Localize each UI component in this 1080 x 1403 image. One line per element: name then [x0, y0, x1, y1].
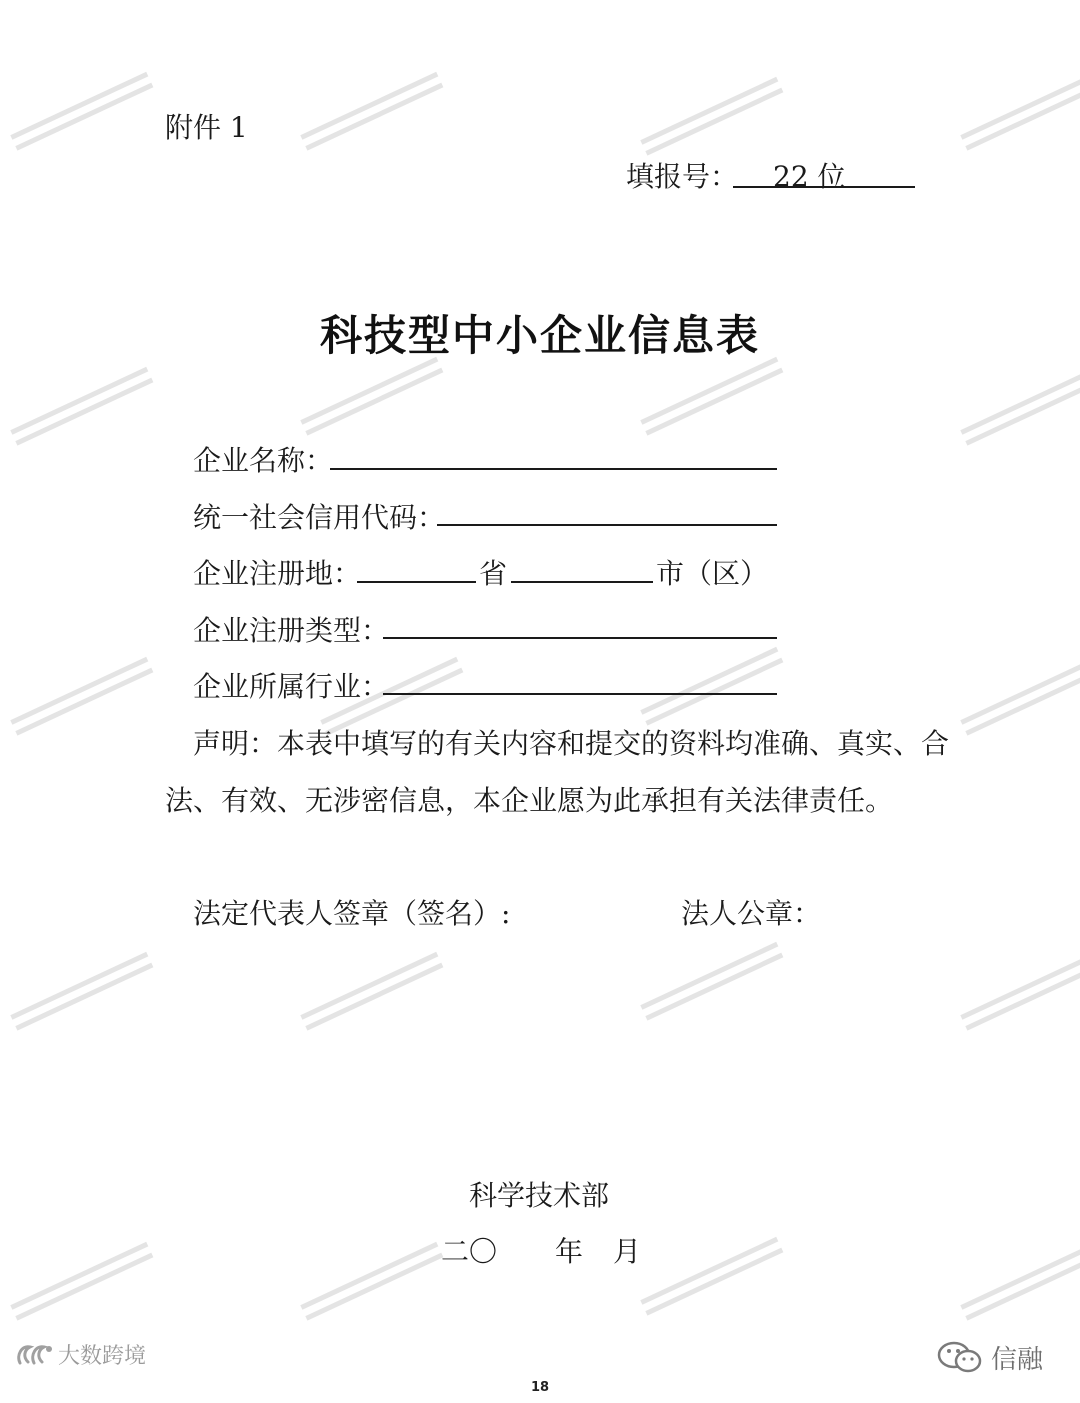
- date-month: 月: [613, 1235, 642, 1268]
- registration-place-label: 企业注册地：: [193, 557, 362, 590]
- company-name-field[interactable]: [330, 468, 777, 470]
- left-watermark: [14, 1339, 146, 1370]
- company-seal-label: 法人公章：: [681, 897, 822, 930]
- attachment-label: 附件 1: [165, 111, 248, 144]
- watermark-stamp: [7, 1235, 162, 1340]
- credit-code-field[interactable]: [437, 524, 777, 526]
- credit-code-label: 统一社会信用代码：: [193, 501, 446, 534]
- watermark-stamp: [7, 360, 162, 465]
- watermark-stamp: [957, 650, 1080, 755]
- watermark-stamp: [7, 650, 162, 755]
- fill-number-value: 22 位: [773, 160, 846, 193]
- watermark-stamp: [297, 65, 452, 170]
- watermark-stamp: [637, 1230, 792, 1335]
- date-prefix: 二〇: [441, 1235, 498, 1268]
- industry-field[interactable]: [383, 693, 777, 695]
- date-year: 年: [555, 1235, 584, 1268]
- legal-representative-signature-label: 法定代表人签章（签名）:: [193, 897, 511, 930]
- watermark-stamp: [957, 945, 1080, 1050]
- watermark-stamp: [637, 350, 792, 455]
- declaration-line-1: 声明：本表中填写的有关内容和提交的资料均准确、真实、合: [193, 727, 950, 760]
- watermark-stamp: [297, 1235, 452, 1340]
- left-watermark-text: 大数跨境: [58, 1344, 147, 1369]
- declaration-line-2: 法、有效、无涉密信息，本企业愿为此承担有关法律责任。: [165, 784, 894, 817]
- province-label: 省: [479, 557, 508, 590]
- province-field[interactable]: [357, 581, 476, 583]
- issuer-name: 科学技术部: [469, 1179, 610, 1212]
- right-watermark: [935, 1339, 1043, 1376]
- city-field[interactable]: [511, 581, 653, 583]
- page-number: 18: [530, 1380, 550, 1395]
- watermark-stamp: [297, 945, 452, 1050]
- watermark-stamp: [957, 65, 1080, 170]
- watermark-stamp: [7, 65, 162, 170]
- watermark-stamp: [7, 945, 162, 1050]
- watermark-stamp: [957, 360, 1080, 465]
- company-name-label: 企业名称：: [193, 444, 334, 477]
- form-title: 科技型中小企业信息表: [319, 311, 760, 360]
- brand-logo-icon: [14, 1341, 54, 1369]
- city-label: 市（区）: [656, 557, 769, 590]
- registration-type-label: 企业注册类型：: [193, 614, 390, 647]
- watermark-stamp: [957, 1235, 1080, 1340]
- watermark-stamp: [637, 935, 792, 1040]
- registration-type-field[interactable]: [383, 637, 777, 639]
- right-watermark-text: 信融: [991, 1345, 1044, 1375]
- wechat-icon: [935, 1340, 985, 1376]
- industry-label: 企业所属行业：: [193, 670, 390, 703]
- fill-number-label: 填报号：: [626, 160, 739, 193]
